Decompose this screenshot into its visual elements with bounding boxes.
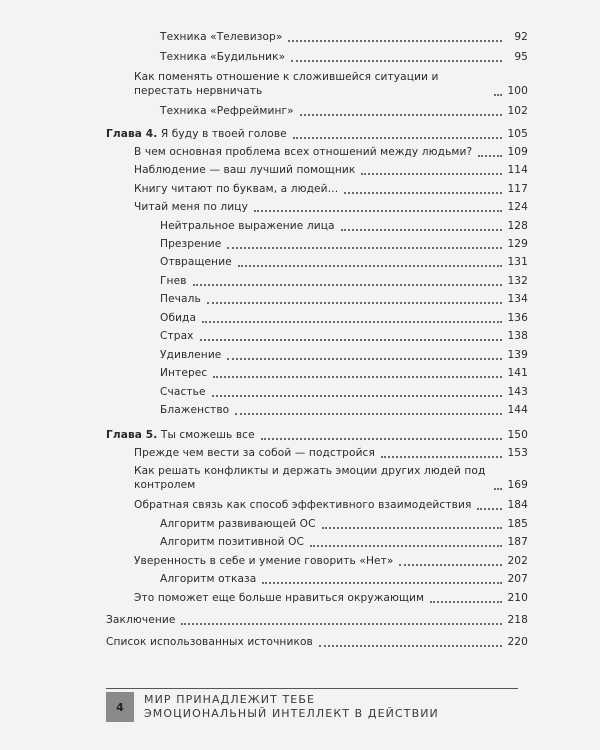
chapter-label: Глава 5. [106, 429, 158, 441]
toc-page-number: 187 [507, 536, 528, 548]
page-number-box: 4 [106, 692, 134, 722]
toc-page-number: 92 [514, 31, 528, 43]
toc-entry: Техника «Телевизор» 92 [160, 31, 528, 43]
toc-page-number: 138 [507, 330, 528, 342]
toc-page-number: 185 [507, 518, 528, 530]
toc-page-number: 124 [507, 201, 528, 213]
toc-entry: Читай меня по лицу 124 [134, 201, 528, 213]
toc-entry: Счастье 143 [160, 386, 528, 398]
toc-entry: Гнев 132 [160, 275, 528, 287]
toc-entry: Заключение 218 [106, 614, 528, 626]
toc-page-number: 129 [507, 238, 528, 250]
toc-entry: Уверенность в себе и умение говорить «Нет» 202 [134, 555, 528, 567]
footer-divider [106, 688, 518, 689]
toc-entry: Прежде чем вести за собой — подстройся 153 [134, 447, 528, 459]
toc-entry: Как поменять отношение к сложившейся ситуации и перестать нервничать 100 [134, 71, 528, 97]
toc-page-number: 144 [507, 404, 528, 416]
toc-page-number: 143 [507, 386, 528, 398]
toc-entry: Алгоритм отказа 207 [160, 573, 528, 585]
toc-entry: Интерес 141 [160, 367, 528, 379]
toc-page-number: 210 [507, 592, 528, 604]
toc-page-number: 202 [507, 555, 528, 567]
toc-page-number: 220 [507, 636, 528, 648]
toc-entry: Техника «Рефрейминг» 102 [160, 105, 528, 117]
toc-entry: Презрение 129 [160, 238, 528, 250]
toc-entry: Обратная связь как способ эффективного взаимодействия 184 [134, 499, 528, 511]
toc-page-number: 136 [507, 312, 528, 324]
toc-page-number: 114 [507, 164, 528, 176]
toc-entry: Как решать конфликты и держать эмоции других людей под контролем 169 [134, 465, 528, 491]
toc-entry: Нейтральное выражение лица 128 [160, 220, 528, 232]
toc-chapter-5: Глава 5. Ты сможешь все 150 [106, 429, 528, 441]
toc-page-number: 109 [507, 146, 528, 158]
toc-page-number: 169 [507, 479, 528, 491]
toc-entry: Отвращение 131 [160, 256, 528, 268]
toc-chapter-4: Глава 4. Я буду в твоей голове 105 [106, 128, 528, 140]
toc-page-number: 134 [507, 293, 528, 305]
toc-entry: Техника «Будильник» 95 [160, 51, 528, 63]
toc-entry: Это поможет еще больше нравиться окружающим 210 [134, 592, 528, 604]
toc-page-number: 102 [507, 105, 528, 117]
toc-entry: Обида 136 [160, 312, 528, 324]
toc-page-number: 95 [514, 51, 528, 63]
toc-page-number: 128 [507, 220, 528, 232]
toc-entry: Страх 138 [160, 330, 528, 342]
toc-page-number: 153 [507, 447, 528, 459]
toc-page-number: 132 [507, 275, 528, 287]
toc-entry: В чем основная проблема всех отношений между людьми? 109 [134, 146, 528, 158]
toc-page-number: 150 [507, 429, 528, 441]
toc-entry: Блаженство 144 [160, 404, 528, 416]
toc-page-number: 141 [507, 367, 528, 379]
toc-entry: Книгу читают по буквам, а людей… 117 [134, 183, 528, 195]
toc-entry: Удивление 139 [160, 349, 528, 361]
toc-page-number: 139 [507, 349, 528, 361]
running-title [144, 693, 439, 721]
running-title-line1: МИР ПРИНАДЛЕЖИТ ТЕБЕ [144, 693, 316, 706]
toc-entry: Алгоритм позитивной ОС 187 [160, 536, 528, 548]
toc-page-number: 117 [507, 183, 528, 195]
toc-page-number: 105 [507, 128, 528, 140]
toc-page-number: 207 [507, 573, 528, 585]
toc-entry: Печаль 134 [160, 293, 528, 305]
toc-page-number: 131 [507, 256, 528, 268]
toc-page-number: 184 [507, 499, 528, 511]
toc-page-number: 100 [507, 85, 528, 97]
toc-entry: Алгоритм развивающей ОС 185 [160, 518, 528, 530]
toc-entry: Наблюдение — ваш лучший помощник 114 [134, 164, 528, 176]
running-title-line2: ЭМОЦИОНАЛЬНЫЙ ИНТЕЛЛЕКТ В ДЕЙСТВИИ [144, 707, 439, 720]
toc-entry: Список использованных источников 220 [106, 636, 528, 648]
toc-page-number: 218 [507, 614, 528, 626]
chapter-label: Глава 4. [106, 128, 158, 140]
